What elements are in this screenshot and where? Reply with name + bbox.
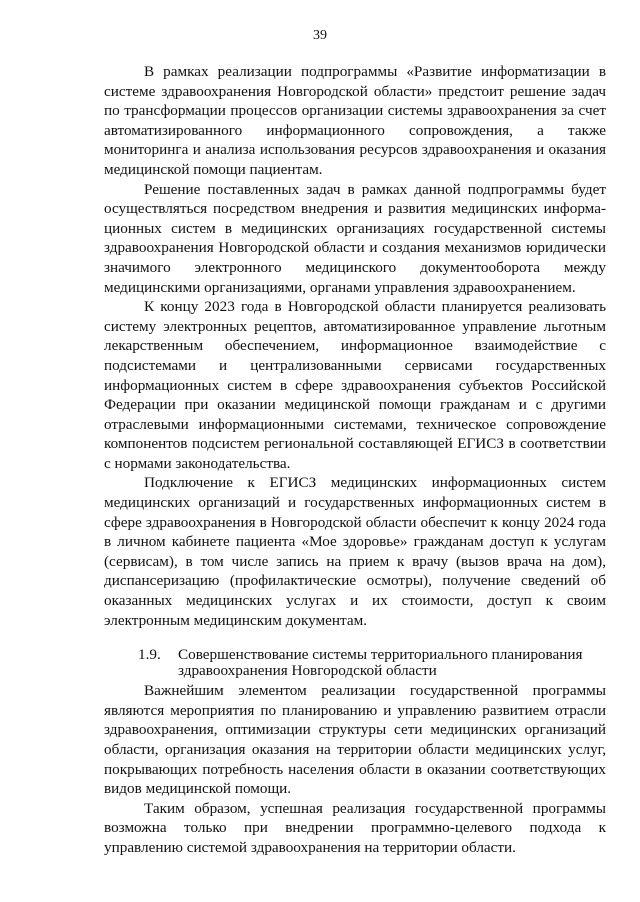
section-heading xyxy=(104,647,606,679)
document-body xyxy=(104,62,606,858)
page-number: 39 xyxy=(313,28,327,43)
paragraph: Таким образом, успешная реализация государственной программы возможна только при внедрении программно-целевого подхода к управлению системой здравоохранения на территории области. xyxy=(104,799,606,856)
section-title: Совершенствование системы территориального планирования здравоохранения Новгородской области xyxy=(178,646,583,680)
paragraph: К концу 2023 года в Новгородской области планируется реализовать систему электронных рецептов, автоматизированное управление льготным лекарственным обеспечением, информационное взаимодействие с подсистемами и централизованными сервисами государственных информационных систем в сфере здравоохранения субъектов Российской Федерации при оказании медицинской помощи гражданам и с другими отраслевыми информационными системами, техническое сопровождение компонентов подсистем региональной составляющей ЕГИСЗ в соответствии с нормами законодательства. xyxy=(104,298,606,472)
paragraph: Подключение к ЕГИСЗ медицинских информационных систем медицинских организаций и государственных информационных систем в сфере здравоохранения в Новгородской области обеспечит к концу 2024 года в личном кабинете пациента «Мое здоровье» гражданам доступ к услугам (сервисам), в том числе запись на прием к врачу (вызов врача на дом), диспансеризацию (профилактические осмотры), получение сведений об оказанных медицинских услугах и их стоимости, доступ к своим электронным медицинским документам. xyxy=(104,474,606,629)
section-number: 1.9. xyxy=(138,646,161,664)
paragraph: Важнейшим элементом реализации государственной программы являются мероприятия по планированию и управлению развитием отрасли здравоохранения, оптимизации структуры сети медицинских организаций области, организация оказания на территории области медицинских услуг, покрывающих потребность населения области в оказании соответствующих видов медицинской помощи. xyxy=(104,682,606,798)
paragraph: В рамках реализации подпрограммы «Развитие информатизации в системе здравоохранения Новгородской области» предстоит решение задач по трансформации процессов организации системы здравоохранения за счет автоматизированного информационного сопровождения, а также мониторинга и анализа использования ресурсов здравоохранения и оказания медицинской помощи пациентам. xyxy=(104,63,606,178)
paragraph: Решение поставленных задач в рамках данной подпрограммы будет осуществляться посредством внедрения и развития медицинских информационных систем в медицинских организациях государственной системы здравоохранения Новгородской области и создания механизмов юридически значимого электронного медицинского документооборота между медицинскими организациями, органами управления здравоохранением. xyxy=(104,180,606,296)
